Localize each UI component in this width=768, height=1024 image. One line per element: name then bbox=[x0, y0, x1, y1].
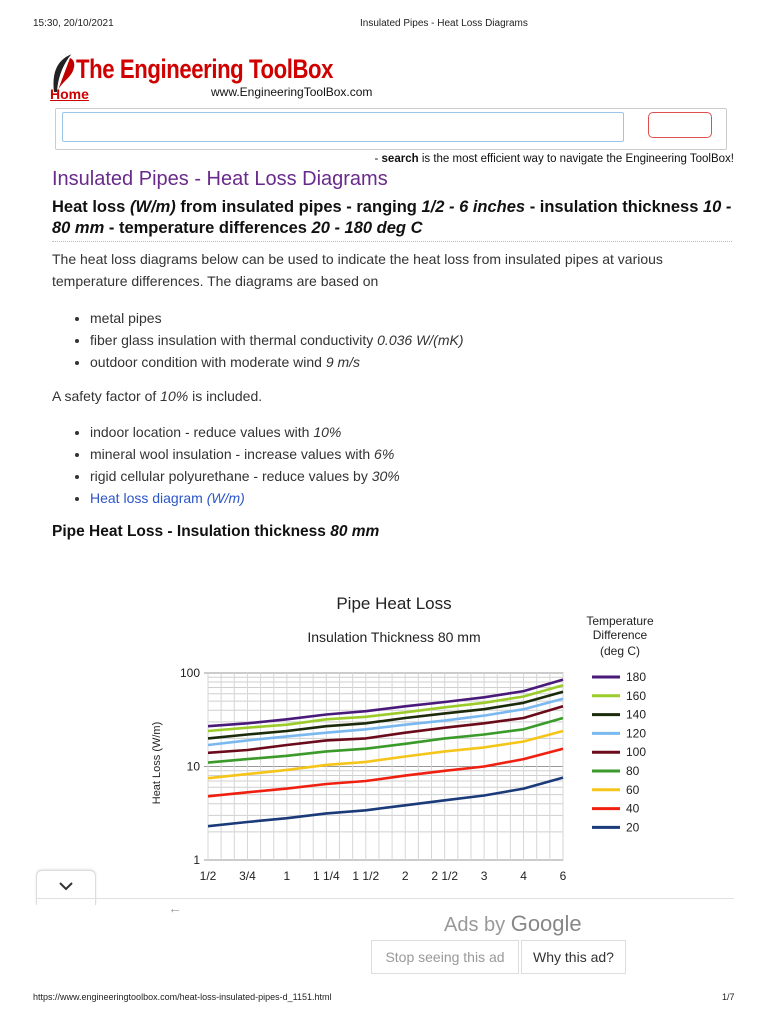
chart-title: Pipe Heat Loss bbox=[336, 594, 452, 613]
list-item: • outdoor condition with moderate wind 9 m/s bbox=[90, 351, 464, 373]
y-tick-label: 1 bbox=[193, 853, 200, 867]
x-tick-label: 1/2 bbox=[199, 869, 217, 883]
site-url: www.EngineeringToolBox.com bbox=[211, 85, 373, 99]
legend-label-80: 80 bbox=[626, 764, 640, 778]
print-title: Insulated Pipes - Heat Loss Diagrams bbox=[360, 18, 528, 29]
heat-loss-chart bbox=[140, 585, 680, 890]
x-tick-label: 3/4 bbox=[239, 869, 256, 883]
list-item: • indoor location - reduce values with 10% bbox=[90, 421, 400, 443]
divider bbox=[52, 241, 732, 242]
safety-paragraph: A safety factor of 10% is included. bbox=[52, 388, 263, 404]
list-item: • fiber glass insulation with thermal conductivity 0.036 W/(mK) bbox=[90, 329, 464, 351]
legend-label-180: 180 bbox=[626, 670, 647, 684]
chevron-down-icon bbox=[37, 871, 95, 901]
list-item: • metal pipes bbox=[90, 307, 464, 329]
y-tick-labels bbox=[180, 666, 200, 867]
basis-list bbox=[52, 307, 464, 373]
legend-label-160: 160 bbox=[626, 688, 647, 703]
back-arrow-icon[interactable]: ← bbox=[168, 900, 182, 916]
adjustments-list bbox=[52, 421, 400, 509]
legend-label-100: 100 bbox=[626, 745, 647, 760]
site-logo[interactable] bbox=[46, 52, 376, 102]
x-tick-label: 6 bbox=[559, 869, 567, 883]
legend-label-20: 20 bbox=[626, 820, 640, 835]
print-datetime: 15:30, 20/10/2021 bbox=[33, 18, 114, 29]
chart-legend bbox=[586, 614, 654, 834]
home-link[interactable]: Home bbox=[50, 86, 89, 102]
x-tick-label: 3 bbox=[480, 869, 488, 883]
page-subtitle: Heat loss (W/m) from insulated pipes - ranging 1/2 - 6 inches - insulation thickness 10 - 80 mm - temperature differences 20 - 180 deg C bbox=[52, 198, 732, 237]
x-tick-label: 1 1/2 bbox=[352, 869, 380, 883]
y-axis-label: Heat Loss (W/m) bbox=[151, 721, 163, 805]
x-tick-label: 2 1/2 bbox=[431, 869, 459, 883]
x-tick-label: 1 1/4 bbox=[312, 869, 340, 883]
y-tick-label: 10 bbox=[186, 759, 200, 774]
ad-divider bbox=[36, 898, 734, 899]
search-note: - search is the most efficient way to navigate the Engineering ToolBox! bbox=[374, 153, 734, 165]
page-title: Insulated Pipes - Heat Loss Diagrams bbox=[52, 168, 388, 190]
heat-loss-diagram-link[interactable]: Heat loss diagram (W/m) bbox=[90, 490, 245, 506]
legend-title: Difference bbox=[592, 628, 648, 642]
x-tick-label: 4 bbox=[520, 869, 527, 883]
intro-paragraph: The heat loss diagrams below can be used to indicate the heat loss from insulated pipes at various temperature differences. The diagrams are based on bbox=[52, 251, 663, 289]
list-item bbox=[90, 487, 400, 509]
legend-label-140: 140 bbox=[626, 707, 647, 722]
legend-title: Temperature bbox=[586, 614, 654, 628]
y-tick-label: 100 bbox=[179, 666, 200, 680]
stop-seeing-ad-button[interactable]: Stop seeing this ad bbox=[371, 940, 519, 974]
scroll-down-button[interactable] bbox=[36, 870, 96, 905]
chart-grid bbox=[204, 673, 563, 860]
logo-text: The Engineering ToolBox bbox=[76, 54, 334, 84]
search-input[interactable] bbox=[62, 112, 624, 142]
legend-label-40: 40 bbox=[626, 801, 640, 816]
search-box bbox=[55, 108, 727, 150]
list-item: • mineral wool insulation - increase values with 6% bbox=[90, 443, 400, 465]
why-this-ad-button[interactable]: Why this ad? bbox=[521, 940, 626, 974]
footer-url: https://www.engineeringtoolbox.com/heat-loss-insulated-pipes-d_1151.html bbox=[33, 992, 332, 1002]
list-item: • rigid cellular polyurethane - reduce values by 30% bbox=[90, 465, 400, 487]
ads-by-google: Ads by Google bbox=[444, 911, 582, 936]
x-tick-label: 1 bbox=[283, 869, 291, 883]
legend-title: (deg C) bbox=[599, 644, 641, 658]
legend-label-120: 120 bbox=[626, 726, 647, 741]
chart-subtitle: Insulation Thickness 80 mm bbox=[307, 629, 481, 645]
x-tick-labels bbox=[200, 869, 567, 883]
search-button[interactable] bbox=[648, 112, 712, 138]
page-number: 1/7 bbox=[722, 992, 735, 1002]
section-heading: Pipe Heat Loss - Insulation thickness 80 mm bbox=[52, 523, 380, 540]
x-tick-label: 2 bbox=[401, 869, 409, 883]
legend-label-60: 60 bbox=[626, 782, 640, 797]
